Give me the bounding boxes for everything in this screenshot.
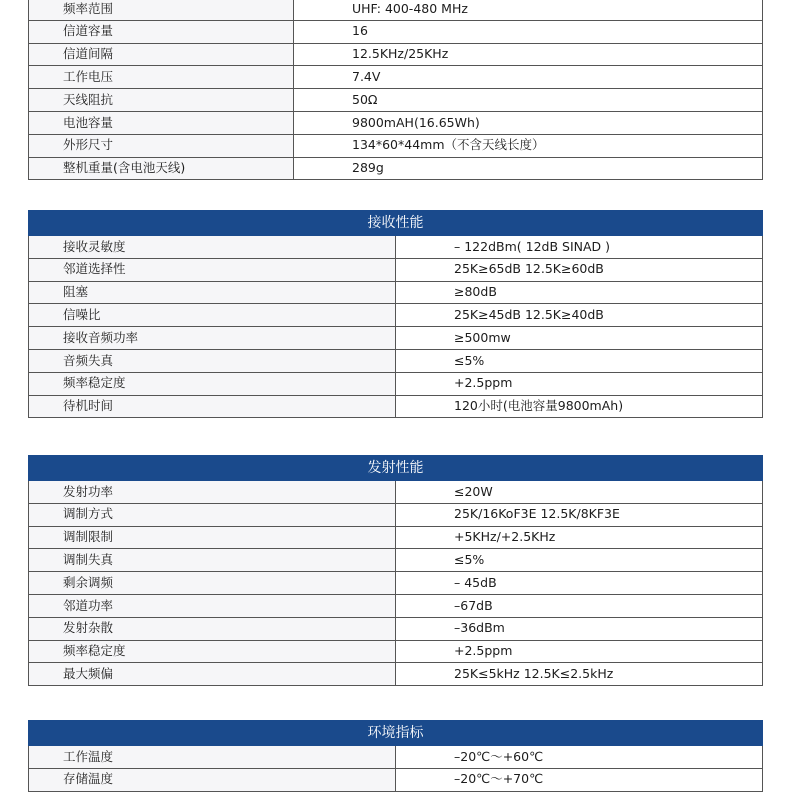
spec-value: ≤5% — [396, 549, 763, 572]
table-row — [29, 20, 763, 43]
spec-label: 调制限制 — [29, 526, 396, 549]
spec-value: +2.5ppm — [396, 640, 763, 663]
table-row — [29, 66, 763, 89]
section-header — [29, 456, 763, 481]
table-row — [29, 157, 763, 180]
spec-label: 整机重量(含电池天线) — [29, 157, 294, 180]
table-row — [29, 236, 763, 259]
spec-value: ≤20W — [396, 481, 763, 504]
spec-label: 音频失真 — [29, 349, 396, 372]
spec-value: 25K≤5kHz 12.5K≤2.5kHz — [396, 663, 763, 686]
table-row — [29, 281, 763, 304]
spec-value: 16 — [294, 20, 763, 43]
table-row — [29, 481, 763, 504]
spec-label: 剩余调频 — [29, 572, 396, 595]
section-title: 发射性能 — [29, 456, 763, 481]
spec-label: 发射功率 — [29, 481, 396, 504]
section-header — [29, 721, 763, 746]
spec-value: ≤5% — [396, 349, 763, 372]
table-row — [29, 746, 763, 769]
spec-label: 工作温度 — [29, 746, 396, 769]
spec-value: 120小时(电池容量9800mAh) — [396, 395, 763, 418]
table-row — [29, 372, 763, 395]
spec-value: – 122dBm( 12dB SINAD ) — [396, 236, 763, 259]
spec-label: 频率范围 — [29, 0, 294, 20]
table-row — [29, 111, 763, 134]
spec-label: 电池容量 — [29, 111, 294, 134]
spec-label: 信道容量 — [29, 20, 294, 43]
table-row — [29, 258, 763, 281]
spec-label: 天线阻抗 — [29, 89, 294, 112]
spec-value: – 45dB — [396, 572, 763, 595]
spec-label: 阻塞 — [29, 281, 396, 304]
table-row — [29, 327, 763, 350]
spec-label: 调制失真 — [29, 549, 396, 572]
spec-value: –67dB — [396, 594, 763, 617]
table-row — [29, 617, 763, 640]
spec-value: 25K≥65dB 12.5K≥60dB — [396, 258, 763, 281]
table-row — [29, 304, 763, 327]
spec-label: 调制方式 — [29, 503, 396, 526]
section-title: 环境指标 — [29, 721, 763, 746]
section-title: 接收性能 — [29, 211, 763, 236]
table-row — [29, 663, 763, 686]
table-row — [29, 43, 763, 66]
table-row — [29, 594, 763, 617]
spec-label: 待机时间 — [29, 395, 396, 418]
spec-value: UHF: 400-480 MHz — [294, 0, 763, 20]
spec-label: 接收音频功率 — [29, 327, 396, 350]
table-row — [29, 526, 763, 549]
spec-value: –20℃～+60℃ — [396, 746, 763, 769]
spec-label: 发射杂散 — [29, 617, 396, 640]
spec-value: 9800mAH(16.65Wh) — [294, 111, 763, 134]
spec-value: –20℃～+70℃ — [396, 768, 763, 791]
spec-value: –36dBm — [396, 617, 763, 640]
table-row — [29, 0, 763, 20]
section-header — [29, 211, 763, 236]
spec-value: 25K≥45dB 12.5K≥40dB — [396, 304, 763, 327]
spec-value: ≥500mw — [396, 327, 763, 350]
table-row — [29, 549, 763, 572]
environment-spec-table — [28, 720, 763, 792]
spec-label: 信道间隔 — [29, 43, 294, 66]
spec-label: 外形尺寸 — [29, 134, 294, 157]
transmit-spec-table — [28, 455, 763, 686]
spec-label: 最大频偏 — [29, 663, 396, 686]
spec-value: 289g — [294, 157, 763, 180]
table-row — [29, 89, 763, 112]
spec-label: 存储温度 — [29, 768, 396, 791]
receive-spec-table — [28, 210, 763, 418]
spec-value: ≥80dB — [396, 281, 763, 304]
spec-label: 工作电压 — [29, 66, 294, 89]
table-row — [29, 572, 763, 595]
general-spec-table — [28, 0, 763, 180]
spec-label: 频率稳定度 — [29, 372, 396, 395]
table-row — [29, 640, 763, 663]
spec-label: 邻道功率 — [29, 594, 396, 617]
table-row — [29, 768, 763, 791]
spec-label: 邻道选择性 — [29, 258, 396, 281]
table-row — [29, 349, 763, 372]
spec-value: +5KHz/+2.5KHz — [396, 526, 763, 549]
table-row — [29, 503, 763, 526]
spec-label: 信噪比 — [29, 304, 396, 327]
spec-value: 134*60*44mm（不含天线长度） — [294, 134, 763, 157]
table-row — [29, 134, 763, 157]
spec-value: 25K/16KoF3E 12.5K/8KF3E — [396, 503, 763, 526]
spec-value: +2.5ppm — [396, 372, 763, 395]
table-row — [29, 395, 763, 418]
spec-value: 7.4V — [294, 66, 763, 89]
spec-label: 接收灵敏度 — [29, 236, 396, 259]
spec-label: 频率稳定度 — [29, 640, 396, 663]
spec-value: 50Ω — [294, 89, 763, 112]
spec-value: 12.5KHz/25KHz — [294, 43, 763, 66]
